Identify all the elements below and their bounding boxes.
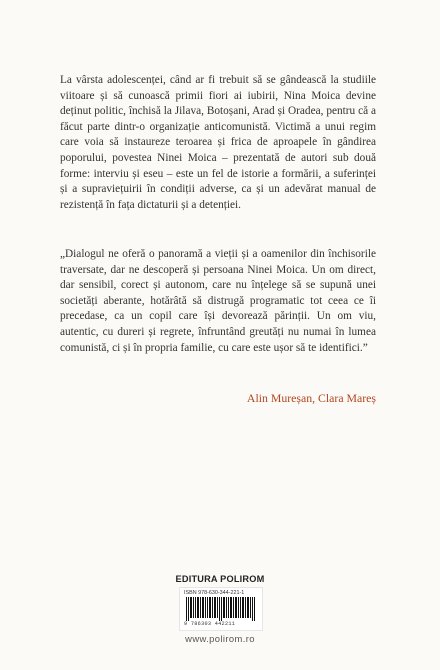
publisher-website: www.polirom.ro [185,633,255,644]
description-paragraph: La vârsta adolescenței, când ar fi trebuit să se gândească la studiile viitoare și să cunoască primii fiori ai iubirii, Nina Moica devine deținut politic, închisă la Jilava, Botoșani, Arad și Oradea, pentru că a făcut parte dintr-o organizație anticomunistă. Victimă a unui regim care voia să instaureze teroarea și frica de aproapele în gândirea poporului, povestea Ninei Moica – prezentată de autori sub două forme: interviu și eseu – este un fel de istorie a formării, a suferinței și a supraviețuirii în condiții adverse, ca și un adevărat manual de rezistență în fața dictaturii și a detenției. [60,74,376,211]
quote-authors: Alin Mureșan, Clara Mareș [246,391,376,405]
barcode-digits: 9 786303 442211 [184,621,236,627]
publisher-name: EDITURA POLIROM [175,574,265,584]
isbn-barcode-block [179,587,263,631]
barcode-icon [184,597,258,621]
quote-paragraph: „Dialogul ne oferă o panoramă a vieții și a oamenilor din închisorile traversate, dar ne descoperă și persoana Ninei Moica. Un om direct, dar sensibil, corect și autonom, care nu înțelege să se supună unei societăți aberante, hotărâtă să distrugă programatic tot ceea ce îi precedase, ca un copil care își devorează părinții. Un om viu, autentic, cu dureri și regrete, înfruntând greutăți nu numai în lumea comunistă, ci și în propria familie, cu care este ușor să te identifici.” [60,248,376,354]
isbn-number: ISBN 978-630-344-221-1 [184,590,245,596]
